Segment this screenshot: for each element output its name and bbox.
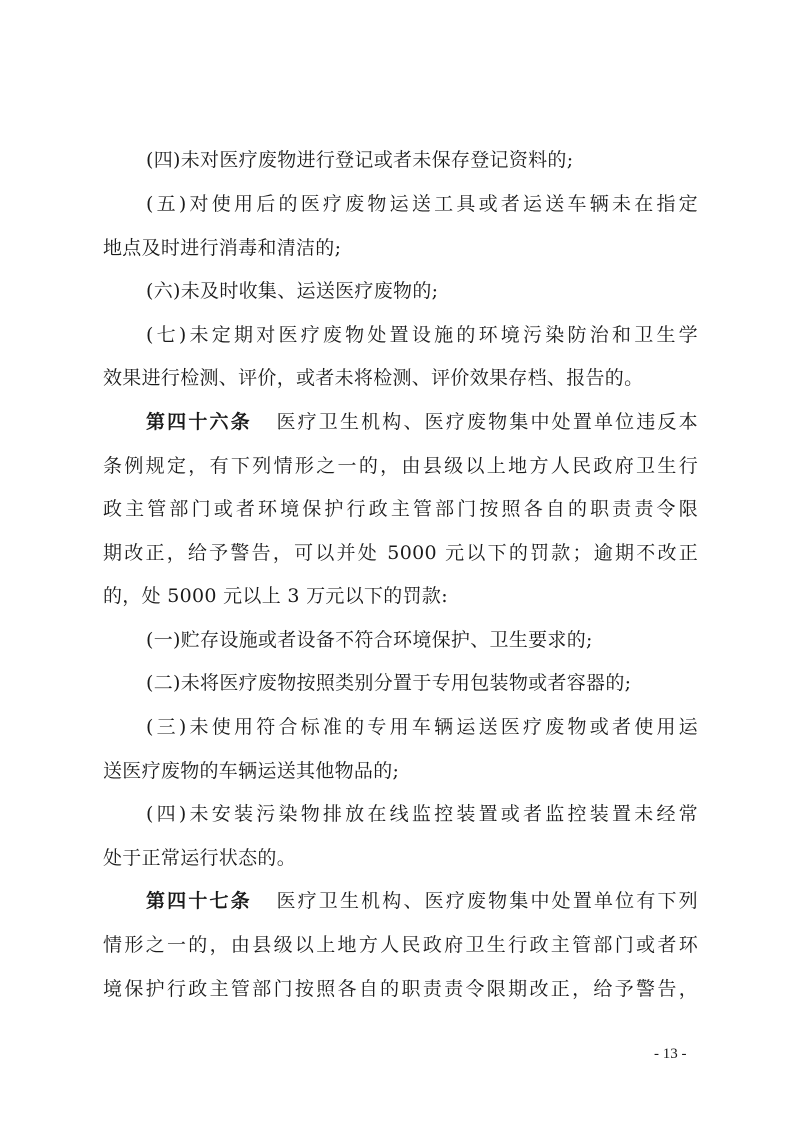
article-46-line-2: 条例规定，有下列情形之一的，由县级以上地方人民政府卫生行	[103, 455, 698, 477]
clause-7-line-1: (七)未定期对医疗废物处置设施的环境污染防治和卫生学	[146, 324, 698, 346]
clause-5-line-1: (五)对使用后的医疗废物运送工具或者运送车辆未在指定	[146, 193, 698, 215]
item-2-line-1: (二)未将医疗废物按照类别分置于专用包装物或者容器的;	[146, 672, 632, 694]
item-4-line-2: 处于正常运行状态的。	[103, 847, 297, 869]
clause-5-line-2: 地点及时进行消毒和清洁的;	[103, 237, 342, 259]
article-46-line-3: 政主管部门或者环境保护行政主管部门按照各自的职责责令限	[103, 498, 698, 520]
item-3-line-2: 送医疗废物的车辆运送其他物品的;	[103, 760, 400, 782]
article-46-line-5: 的，处 5000 元以上 3 万元以下的罚款:	[103, 585, 448, 607]
clause-7-line-2: 效果进行检测、评价，或者未将检测、评价效果存档、报告的。	[103, 367, 644, 389]
clause-6-line-1: (六)未及时收集、运送医疗废物的;	[146, 280, 439, 302]
article-47-line-1: 第四十七条 医疗卫生机构、医疗废物集中处置单位有下列	[146, 890, 698, 912]
article-47-line-2: 情形之一的，由县级以上地方人民政府卫生行政主管部门或者环	[103, 934, 698, 956]
page-number: - 13 -	[654, 1046, 687, 1062]
item-4-line-1: (四)未安装污染物排放在线监控装置或者监控装置未经常	[146, 803, 698, 825]
article-46-line-1: 第四十六条 医疗卫生机构、医疗废物集中处置单位违反本	[146, 411, 698, 433]
clause-4-line-1: (四)未对医疗废物进行登记或者未保存登记资料的;	[146, 149, 574, 171]
item-3-line-1: (三)未使用符合标准的专用车辆运送医疗废物或者使用运	[146, 716, 698, 738]
item-1-line-1: (一)贮存设施或者设备不符合环境保护、卫生要求的;	[146, 629, 593, 651]
article-47-line-3: 境保护行政主管部门按照各自的职责责令限期改正，给予警告，	[103, 978, 698, 1000]
article-47-heading: 第四十七条	[146, 890, 252, 912]
article-46-line-4: 期改正，给予警告，可以并处 5000 元以下的罚款；逾期不改正	[103, 542, 698, 564]
article-46-heading: 第四十六条	[146, 411, 252, 433]
